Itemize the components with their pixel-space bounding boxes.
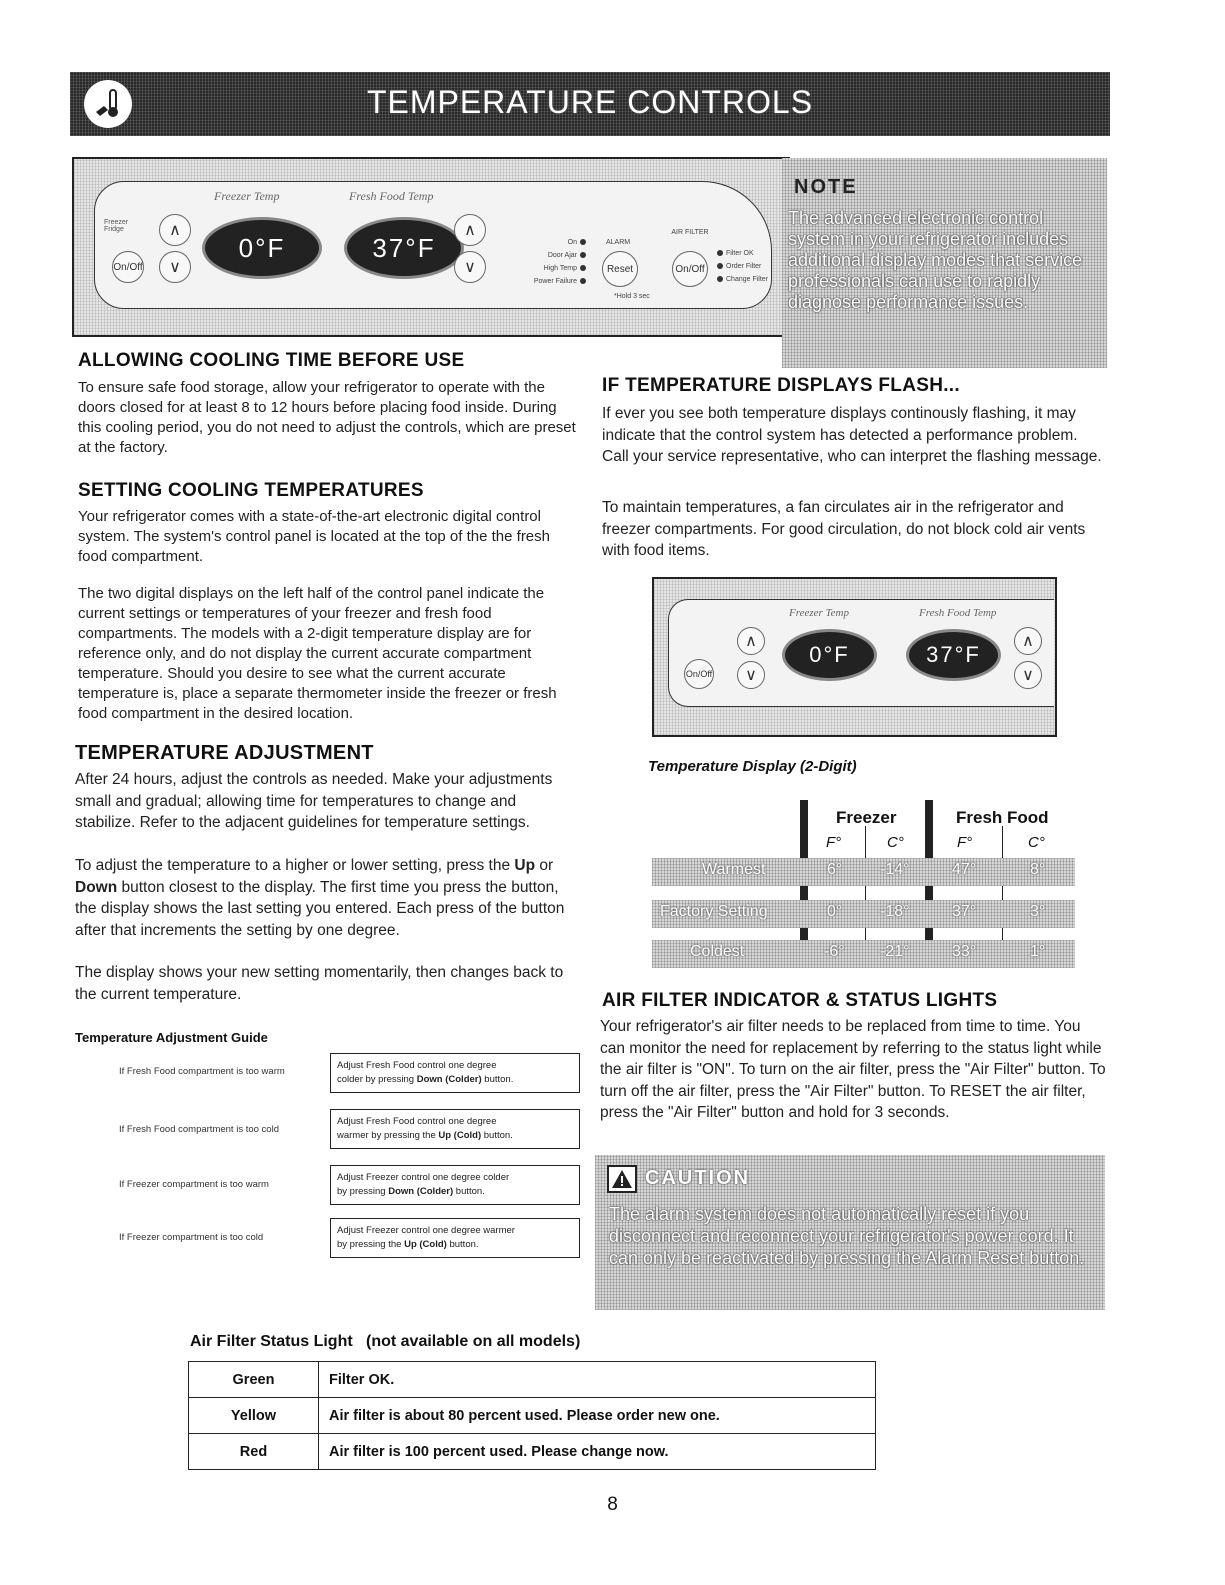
- fresh-food-display: 37°F: [906, 629, 1001, 681]
- fresh-food-column-header: Fresh Food: [956, 808, 1049, 827]
- section-title-cooling-time: ALLOWING COOLING TIME BEFORE USE: [78, 350, 465, 371]
- air-filter-button[interactable]: On/Off: [672, 251, 708, 287]
- section-title-displays-flash: IF TEMPERATURE DISPLAYS FLASH...: [602, 375, 960, 396]
- air-filter-label: AIR FILTER: [671, 229, 709, 236]
- freezer-column-header: Freezer: [836, 808, 897, 827]
- onoff-button[interactable]: On/Off: [684, 659, 714, 689]
- table-row: Factory Setting 0° -18° 37° 3°: [652, 900, 1075, 928]
- alarm-reset-button[interactable]: Reset: [602, 251, 638, 287]
- paragraph-air-filter: Your refrigerator's air filter needs to be replaced from time to time. You can monitor the need for replacement by referring to the status light while the air filter is "ON". To turn on the air filter, press the "Air Filter" button. To turn off the air filter, press the "Air Filter" button. To RESET the air filter, press the "Air Filter" button and hold for 3 seconds.: [600, 1018, 1106, 1121]
- unit-label: C°: [887, 834, 904, 851]
- fresh-food-temp-label: Fresh Food Temp: [349, 189, 434, 203]
- fresh-up-button[interactable]: ∧: [454, 214, 486, 246]
- freezer-down-button[interactable]: ∨: [159, 251, 191, 283]
- panel-caption: Temperature Display (2-Digit): [648, 758, 857, 775]
- freezer-fridge-label: Freezer Fridge: [104, 219, 129, 233]
- paragraph-cooling-time: To ensure safe food storage, allow your refrigerator to operate with the doors closed for at least 8 to 12 hours before placing food inside. During this cooling period, you do not need to adjust the controls, which are preset at the factory.: [78, 379, 576, 456]
- guide-title: Temperature Adjustment Guide: [75, 1030, 268, 1045]
- caution-title: CAUTION: [645, 1167, 751, 1189]
- section-title-temp-adjustment: TEMPERATURE ADJUSTMENT: [75, 742, 374, 764]
- guide-action: Adjust Freezer control one degree colder by pressing Down (Colder) button.: [330, 1165, 580, 1205]
- caution-box: [595, 1155, 1105, 1310]
- guide-action: Adjust Fresh Food control one degree colder by pressing Down (Colder) button.: [330, 1053, 580, 1093]
- guide-action: Adjust Freezer control one degree warmer by pressing the Up (Cold) button.: [330, 1218, 580, 1258]
- freezer-up-button[interactable]: ∧: [159, 214, 191, 246]
- guide-condition: If Freezer compartment is too warm: [119, 1179, 269, 1190]
- section-title-air-filter: AIR FILTER INDICATOR & STATUS LIGHTS: [602, 990, 998, 1011]
- unit-label: F°: [957, 834, 973, 851]
- page-header-bar: [70, 72, 1110, 136]
- unit-label: F°: [826, 834, 842, 851]
- hold-note: *Hold 3 sec: [614, 293, 650, 300]
- paragraph-setting-temps-2: The two digital displays on the left half of the control panel indicate the current settings or temperatures of your freezer and fresh food compartments. The models with a 2-digit temperature display are for reference only, and do not display the current accurate compartment temperature. Should you desire to see what the current accurate temperature is, place a separate thermometer inside the freezer or fresh food compartment in the desired location.: [78, 585, 557, 722]
- freezer-temp-label: Freezer Temp: [214, 189, 280, 203]
- paragraph-temp-adjustment-2: To adjust the temperature to a higher or lower setting, press the Up or Down button closest to the display. The first time you press the button, the display shows the last setting you entered. Each press of the button after that increments the setting by one degree.: [75, 857, 565, 939]
- section-title-setting-temps: SETTING COOLING TEMPERATURES: [78, 480, 424, 501]
- unit-label: C°: [1028, 834, 1045, 851]
- guide-condition: If Freezer compartment is too cold: [119, 1232, 264, 1243]
- fresh-down-button[interactable]: ∨: [1014, 661, 1042, 689]
- freezer-temp-label: Freezer Temp: [789, 607, 849, 619]
- table-row: Red Air filter is 100 percent used. Please change now.: [189, 1434, 876, 1470]
- table-row: Warmest 6° -14° 47° 8°: [652, 858, 1075, 886]
- alarm-label: ALARM: [606, 239, 631, 246]
- onoff-button[interactable]: On/Off: [112, 251, 144, 283]
- table-row: Green Filter OK.: [189, 1362, 876, 1398]
- fresh-down-button[interactable]: ∨: [454, 251, 486, 283]
- page-number: 8: [607, 1494, 618, 1515]
- guide-condition: If Fresh Food compartment is too cold: [119, 1124, 279, 1135]
- filter-indicator-labels: Filter OK Order Filter Change Filter: [714, 247, 768, 286]
- table-row: Yellow Air filter is about 80 percent used. Please order new one.: [189, 1398, 876, 1434]
- filter-status-table: [188, 1361, 876, 1470]
- paragraph-displays-flash-2: To maintain temperatures, a fan circulates air in the refrigerator and freezer compartments. For good circulation, do not block cold air vents with food items.: [602, 499, 1086, 559]
- freezer-display: 0°F: [202, 217, 322, 279]
- temperature-settings-table: [600, 800, 1075, 968]
- paragraph-setting-temps-1: Your refrigerator comes with a state-of-the-art electronic digital control system. The system's control panel is located at the top of the the fresh food compartment.: [78, 508, 550, 565]
- guide-action: Adjust Fresh Food control one degree warmer by pressing the Up (Cold) button.: [330, 1109, 580, 1149]
- paragraph-displays-flash-1: If ever you see both temperature displays continously flashing, it may indicate that the control system has detected a performance problem. Call your service representative, who can interpret the flashing message.: [602, 405, 1102, 465]
- paragraph-temp-adjustment-1: After 24 hours, adjust the controls as needed. Make your adjustments small and gradual; allowing time for temperatures to change and stabilize. Refer to the adjacent guidelines for temperature settings.: [75, 771, 553, 831]
- table-row: Coldest -6° -21° 33° 1°: [652, 940, 1075, 968]
- note-box: [782, 158, 1107, 368]
- freezer-display: 0°F: [782, 629, 877, 681]
- control-panel-illustration: [72, 157, 790, 337]
- alarm-indicator-labels: On Door Ajar High Temp Power Failure: [529, 236, 589, 288]
- fresh-up-button[interactable]: ∧: [1014, 627, 1042, 655]
- freezer-up-button[interactable]: ∧: [737, 627, 765, 655]
- caution-body: The alarm system does not automatically reset if you disconnect and reconnect your refrigerator's power cord. It can only be reactivated by pressing the Alarm Reset button.: [609, 1204, 1085, 1268]
- fresh-food-temp-label: Fresh Food Temp: [919, 607, 997, 619]
- fresh-food-display: 37°F: [344, 217, 464, 279]
- page-title: TEMPERATURE CONTROLS: [366, 84, 814, 120]
- warning-icon: [607, 1165, 637, 1193]
- freezer-down-button[interactable]: ∨: [737, 661, 765, 689]
- note-title: NOTE: [794, 176, 858, 198]
- control-panel-2digit-illustration: [652, 577, 1057, 737]
- paragraph-temp-adjustment-3: The display shows your new setting momentarily, then changes back to the current temperature.: [75, 964, 564, 1003]
- guide-condition: If Fresh Food compartment is too warm: [119, 1066, 285, 1077]
- note-body: The advanced electronic control system in your refrigerator includes additional display modes that service professionals can use to rapidly diagnose performance issues.: [788, 208, 1083, 312]
- filter-status-title: Air Filter Status Light (not available on all models): [190, 1333, 581, 1350]
